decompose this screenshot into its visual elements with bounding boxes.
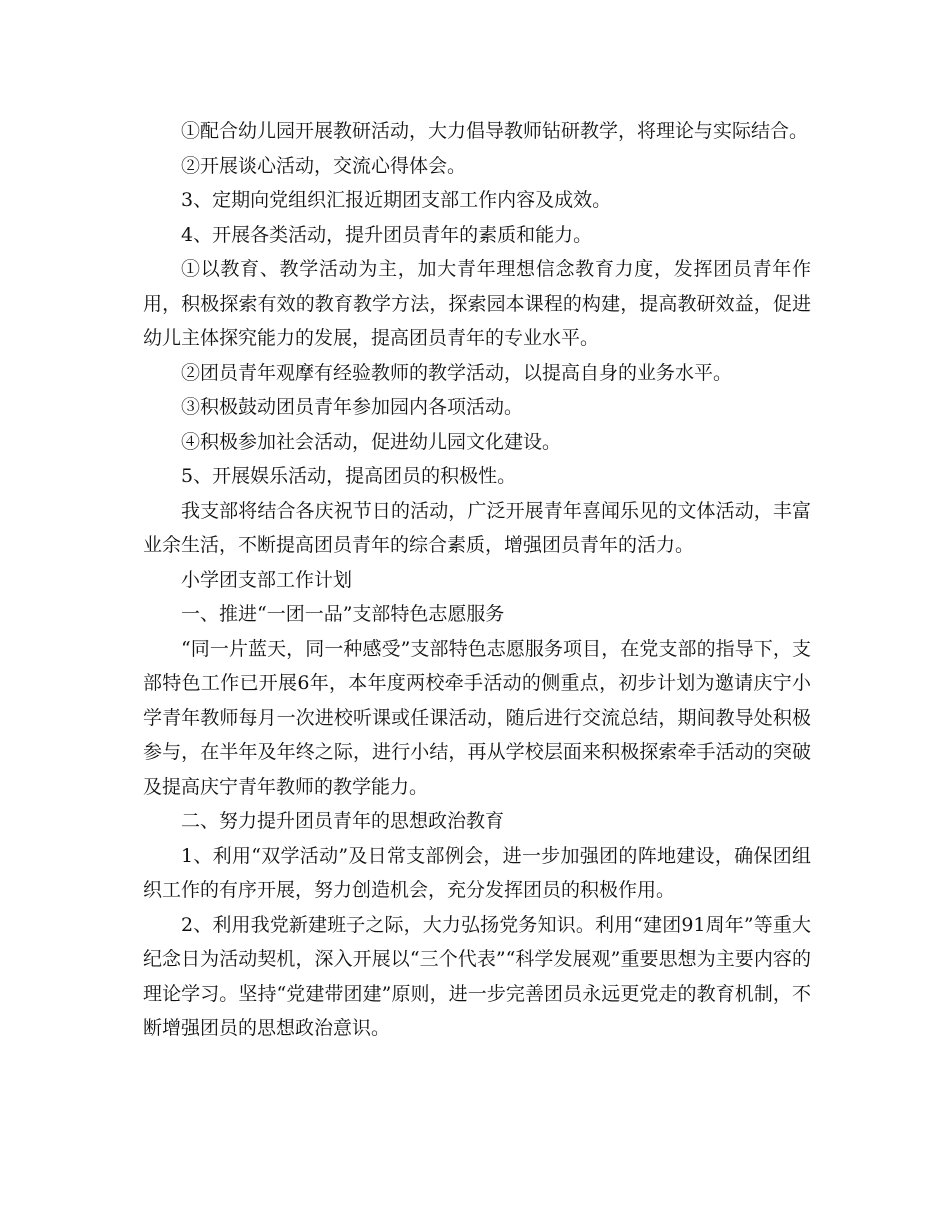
paragraph: 1、利用“双学活动”及日常支部例会，进一步加强团的阵地建设，确保团组织工作的有序开展，努力创造机会，充分发挥团员的积极作用。 bbox=[143, 844, 811, 901]
paragraph: ②团员青年观摩有经验教师的教学活动，以提高自身的业务水平。 bbox=[181, 361, 733, 384]
paragraph: ②开展谈心活动，交流心得体会。 bbox=[181, 154, 467, 177]
paragraph: ①以教育、教学活动为主，加大青年理想信念教育力度，发挥团员青年作用，积极探索有效的教育教学方法，探索园本课程的构建，提高教研效益，促进幼儿主体探究能力的发展，提高团员青年的专业水平。 bbox=[143, 258, 811, 349]
paragraph: 我支部将结合各庆祝节日的活动，广泛开展青年喜闻乐见的文体活动，丰富业余生活，不断提高团员青年的综合素质，增强团员青年的活力。 bbox=[143, 499, 811, 556]
section-heading: 小学团支部工作计划 bbox=[181, 568, 353, 591]
paragraph: 2、利用我党新建班子之际，大力弘扬党务知识。利用“建团91周年”等重大纪念日为活动契机，深入开展以“三个代表”“科学发展观”重要思想为主要内容的理论学习。坚持“党建带团建”原则，进一步完善团员永远更党走的教育机制，不断增强团员的思想政治意识。 bbox=[143, 913, 811, 1039]
section-heading: 二、努力提升团员青年的思想政治教育 bbox=[181, 810, 505, 832]
paragraph: ③积极鼓动团员青年参加园内各项活动。 bbox=[181, 396, 524, 418]
paragraph: ①配合幼儿园开展教研活动，大力倡导教师钻研教学，将理论与实际结合。 bbox=[181, 120, 809, 142]
section-heading: 一、推进“一团一品”支部特色志愿服务 bbox=[181, 603, 505, 625]
paragraph: ④积极参加社会活动，促进幼儿园文化建设。 bbox=[181, 430, 562, 453]
paragraph: 5、开展娱乐活动，提高团员的积极性。 bbox=[181, 465, 517, 487]
paragraph: “同一片蓝天，同一种感受”支部特色志愿服务项目，在党支部的指导下，支部特色工作已开展6年，本年度两校牵手活动的侧重点，初步计划为邀请庆宁小学青年教师每月一次进校听课或任课活动，随后进行交流总结，期间教导处积极参与，在半年及年终之际，进行小结，再从学校层面来积极探索牵手活动的突破及提高庆宁青年教师的教学能力。 bbox=[143, 637, 811, 798]
document-body bbox=[143, 114, 811, 1046]
paragraph: 4、开展各类活动，提升团员青年的素质和能力。 bbox=[181, 223, 593, 246]
paragraph: 3、定期向党组织汇报近期团支部工作内容及成效。 bbox=[181, 189, 612, 211]
